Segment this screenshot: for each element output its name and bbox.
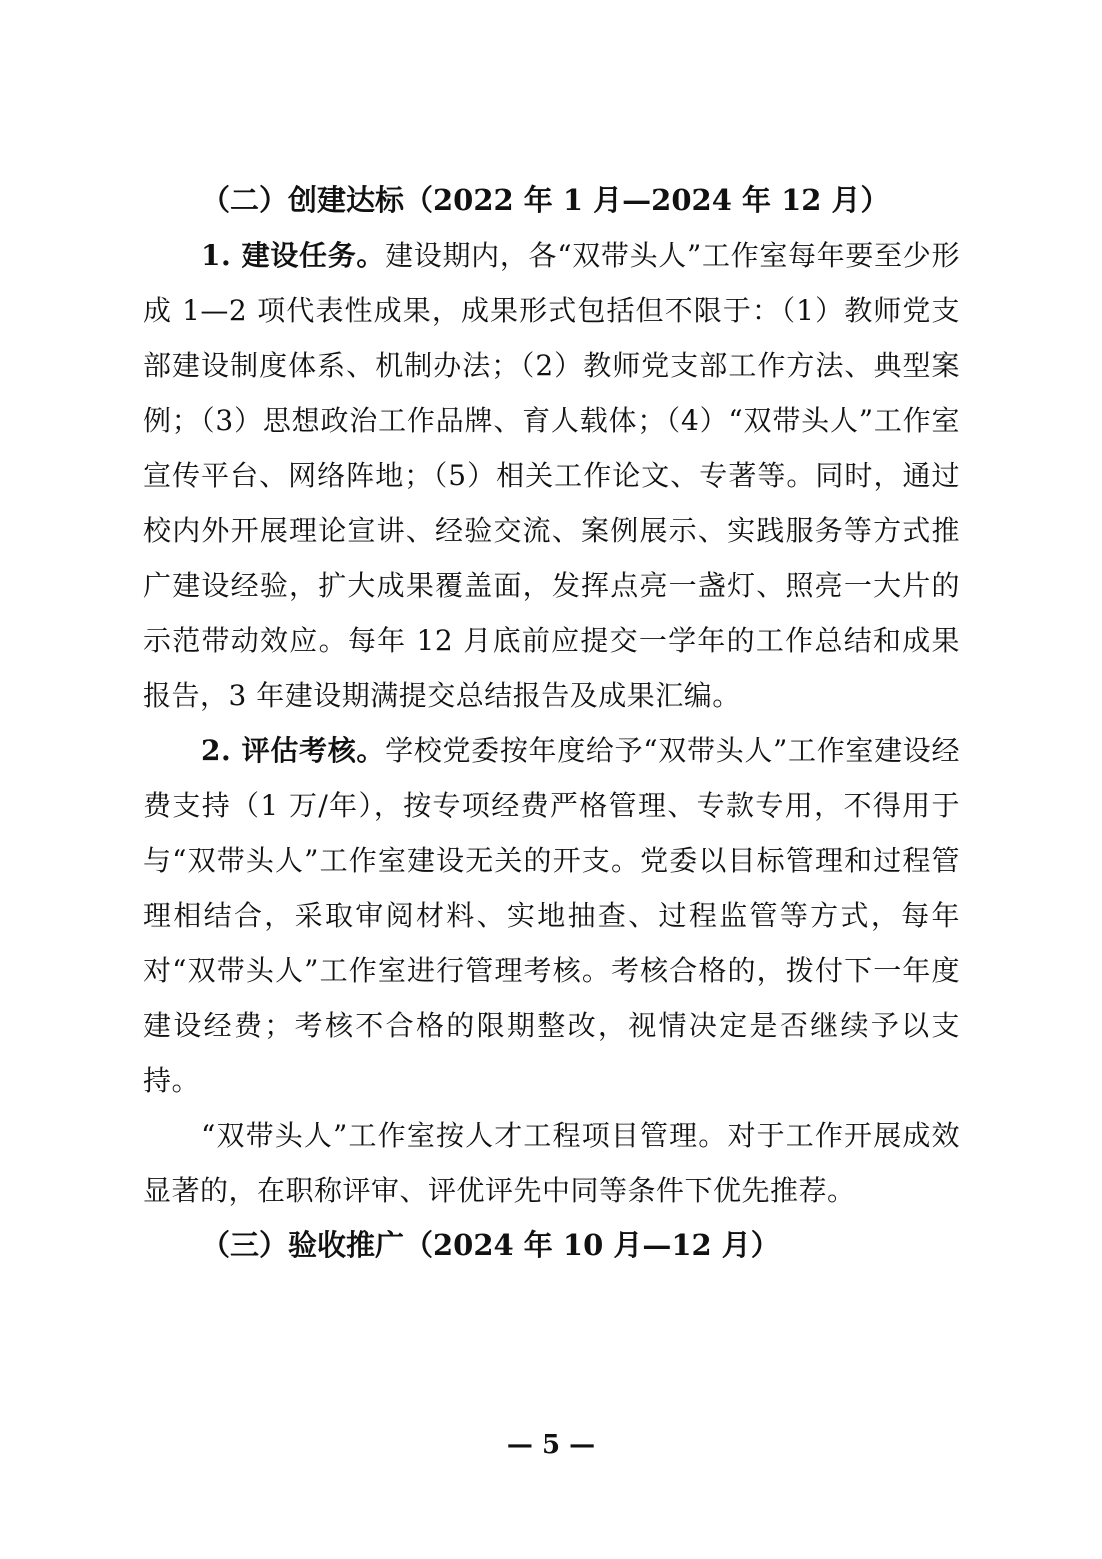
section-heading-create-standard: （二）创建达标（2022 年 1 月—2024 年 12 月）: [201, 183, 890, 217]
paragraph-construction-tasks: [143, 228, 960, 723]
paragraph-evaluation: [143, 723, 960, 1108]
paragraph-talent-project: “双带头人”工作室按人才工程项目管理。对于工作开展成效显著的，在职称评审、评优评先中同等条件下优先推荐。: [143, 1119, 960, 1207]
paragraph-text-construction-tasks: 建设期内，各“双带头人”工作室每年要至少形成 1—2 项代表性成果，成果形式包括但不限于：（1）教师党支部建设制度体系、机制办法；（2）教师党支部工作方法、典型案例；（3）思想政治工作品牌、育人载体；（4）“双带头人”工作室宣传平台、网络阵地；（5）相关工作论文、专著等。同时，通过校内外开展理论宣讲、经验交流、案例展示、实践服务等方式推广建设经验，扩大成果覆盖面，发挥点亮一盏灯、照亮一大片的示范带动效应。每年 12 月底前应提交一学年的工作总结和成果报告，3 年建设期满提交总结报告及成果汇编。: [143, 239, 960, 712]
paragraph-lead-evaluation: 2. 评估考核。: [201, 734, 386, 767]
paragraph-text-evaluation: 学校党委按年度给予“双带头人”工作室建设经费支持（1 万/年），按专项经费严格管理、专款专用，不得用于与“双带头人”工作室建设无关的开支。党委以目标管理和过程管理相结合，采取审阅材料、实地抽查、过程监管等方式，每年对“双带头人”工作室进行管理考核。考核合格的，拨付下一年度建设经费；考核不合格的限期整改，视情决定是否继续予以支持。: [143, 734, 960, 1097]
section-heading-acceptance: （三）验收推广（2024 年 10 月—12 月）: [201, 1228, 780, 1262]
page-number: — 5 —: [506, 1430, 596, 1460]
paragraph-lead-construction-tasks: 1. 建设任务。: [201, 239, 386, 272]
document-body: [143, 173, 960, 1273]
